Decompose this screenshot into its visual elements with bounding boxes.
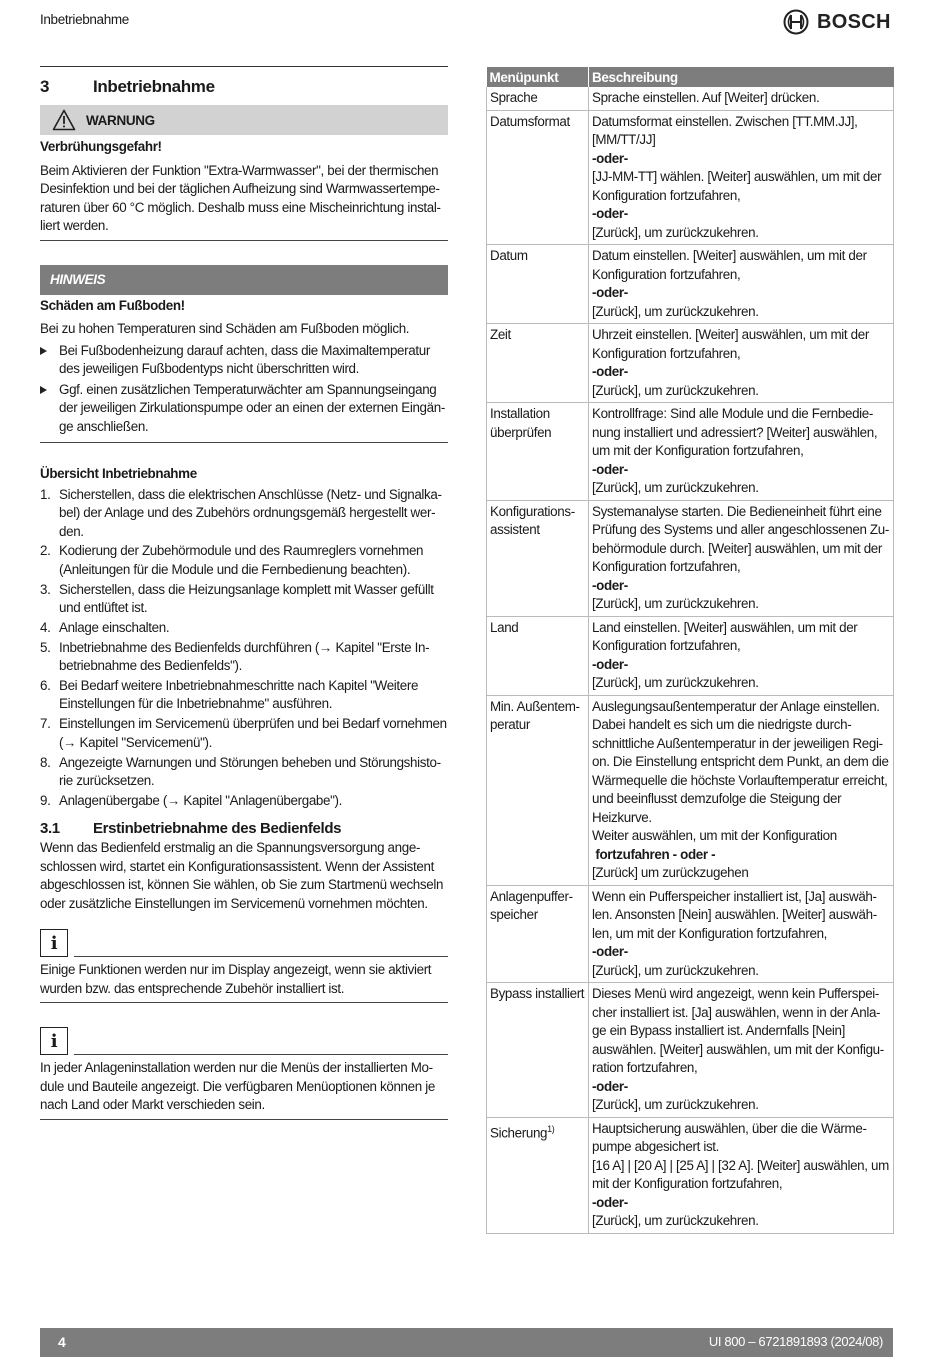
table-row: [487, 983, 894, 1118]
table-header-row: [487, 67, 894, 87]
section-number: 3: [40, 77, 50, 96]
list-item: 1. Sicherstellen, dass die elektrischen Anschlüsse (Netz- und Signalkabel) der Anlage und des Zubehörs ordnungsgemäß hergestellt werden.: [40, 486, 442, 539]
table-row: [487, 885, 894, 983]
bullet-triangle-icon: [40, 386, 47, 394]
table-row: [487, 324, 894, 403]
menu-item-label: Anlagenpufferspeicher: [490, 888, 574, 922]
menu-item-cell: [487, 87, 589, 110]
overview-heading: Übersicht Inbetriebnahme: [40, 466, 197, 481]
menu-item-cell: [487, 983, 589, 1118]
menu-item-label: Installation überprüfen: [490, 406, 552, 440]
subsection-number: 3.1: [40, 820, 60, 838]
description-line: Wenn ein Pufferspeicher installiert ist, [Ja] auswählen. Ansonsten [Nein] auswählen. [Weiter] auswählen, um mit der Konfiguration fortzufahren,: [592, 888, 878, 941]
warning-label: WARNUNG: [86, 112, 155, 128]
menu-item-label: Bypass installiert: [490, 986, 585, 1001]
description-line: Kontrollfrage: Sind alle Module und die Fernbedienung installiert und adressiert? [Weiter] auswählen, um mit der Konfiguration fortzufahren,: [592, 406, 878, 458]
description-line: Uhrzeit einstellen. [Weiter] auswählen, um mit der Konfiguration fortzufahren,: [592, 327, 869, 361]
section-title: Inbetriebnahme: [93, 77, 215, 96]
description-cell: [589, 616, 894, 695]
footnote-marker: 1): [547, 1123, 555, 1134]
description-cell: [589, 403, 894, 501]
menu-item-cell: [487, 245, 589, 324]
running-header: Inbetriebnahme: [40, 12, 129, 27]
or-separator: -oder-: [592, 656, 628, 672]
page-number: 4: [58, 1334, 66, 1350]
description-line: [JJ-MM-TT] wählen. [Weiter] auswählen, um mit der Konfiguration fortzufahren,: [592, 169, 882, 203]
bosch-armature-icon: [783, 9, 809, 35]
or-separator: -oder-: [592, 206, 628, 221]
description-line: [16 A] | [20 A] | [25 A] | [32 A]. [Weiter] auswählen, um mit der Konfiguration fortzufahren,: [592, 1157, 889, 1191]
menu-item-cell: [487, 110, 589, 245]
table-row: [487, 616, 894, 695]
description-line: [Zurück], um zurückzukehren.: [592, 675, 759, 690]
menu-item-cell: [487, 885, 589, 983]
section-heading: [40, 67, 448, 105]
subsection-heading: [40, 819, 448, 839]
notice-text: Bei zu hohen Temperaturen sind Schäden am Fußboden möglich.: [40, 321, 410, 336]
menu-item-cell: [487, 616, 589, 695]
table-row: [487, 87, 894, 110]
list-item: Bei Fußbodenheizung darauf achten, dass die Maximaltemperatur des jeweiligen Fußbodentyps nicht überschritten wird.: [40, 342, 448, 379]
or-separator: -oder-: [592, 150, 628, 166]
warning-triangle-icon: [52, 109, 76, 131]
description-line: [Zurück], um zurückzukehren.: [592, 303, 759, 319]
description-cell: [589, 87, 894, 110]
bullet-triangle-icon: [40, 347, 47, 355]
list-item: 4. Anlage einschalten.: [40, 619, 170, 635]
description-line: Auslegungsaußentemperatur der Anlage einstellen. Dabei handelt es sich um die niedrigste durchschnittliche Außentemperatur in der jeweiligen Region. Die Einstellung entspricht dem Punkt, an dem die Wärmequelle die höchste Vorlauftemperatur erreicht, und beeinflusst demzufolge die Steigung der Heizkurve.: [592, 698, 889, 825]
menu-item-label: Datum: [490, 248, 528, 263]
description-cell: [589, 500, 894, 616]
description-line: [Zurück], um zurückzukehren.: [592, 962, 759, 978]
menu-table: [486, 67, 894, 1234]
menu-item-cell: [487, 403, 589, 501]
description-line: [Zurück], um zurückzukehren.: [592, 224, 759, 240]
description-line: Weiter auswählen, um mit der Konfiguration: [592, 828, 837, 843]
description-line: Sprache einstellen. Auf [Weiter] drücken.: [592, 90, 820, 105]
description-line: [Zurück], um zurückzukehren.: [592, 480, 759, 495]
list-item: 3. Sicherstellen, dass die Heizungsanlage komplett mit Wasser gefüllt und entlüftet ist.: [40, 581, 434, 616]
menu-item-label: Sprache: [490, 90, 538, 105]
table-row: [487, 245, 894, 324]
document-reference: UI 800 – 6721891893 (2024/08): [708, 1334, 883, 1349]
list-item: 5. Inbetriebnahme des Bedienfelds durchführen (→ Kapitel "Erste Inbetriebnahme des Bedienfelds").: [40, 639, 430, 674]
warning-text: Beim Aktivieren der Funktion "Extra-Warmwasser", bei der thermischen Desinfektion und bei der täglichen Aufheizung sind Warmwassertemperaturen über 60 °C möglich. Deshalb muss eine Mischeinrichtung installiert werden.: [40, 162, 441, 233]
description-cell: [589, 110, 894, 245]
overview-steps: [40, 486, 448, 811]
or-separator: -oder-: [592, 944, 628, 959]
description-cell: [589, 983, 894, 1118]
info-box-header: [40, 1027, 448, 1055]
description-cell: [589, 245, 894, 324]
description-line: [Zurück], um zurückzukehren.: [592, 596, 759, 611]
table-row: [487, 110, 894, 245]
menu-item-label: Sicherung: [490, 1124, 548, 1140]
list-item: 2. Kodierung der Zubehörmodule und des Raumreglers vornehmen (Anleitungen für die Module und die Fernbedienung beachten).: [40, 543, 424, 577]
description-line: Hauptsicherung auswählen, über die die Wärmepumpe abgesichert ist.: [592, 1120, 867, 1154]
menu-item-cell: [487, 500, 589, 616]
info-text: In jeder Anlageninstallation werden nur die Menüs der installierten Module und Bauteile angezeigt. Die verfügbaren Menüoptionen können je nach Land oder Markt verschieden sein.: [40, 1060, 435, 1113]
menu-item-cell: [487, 1117, 589, 1233]
warning-heading: Verbrühungsgefahr!: [40, 139, 162, 154]
table-row: [487, 500, 894, 616]
notice-label: HINWEIS: [50, 272, 106, 287]
description-cell: [589, 695, 894, 885]
menu-item-label: Zeit: [490, 327, 511, 342]
description-line: [Zurück], um zurückzukehren.: [592, 382, 759, 398]
info-icon: i: [40, 1027, 68, 1055]
notice-heading: Schäden am Fußboden!: [40, 297, 185, 313]
description-cell: [589, 324, 894, 403]
column-header: Beschreibung: [589, 67, 894, 87]
info-text: Einige Funktionen werden nur im Display angezeigt, wenn sie aktiviert wurden bzw. das entsprechende Zubehör installiert ist.: [40, 962, 432, 996]
subsection-text: Wenn das Bedienfeld erstmalig an die Spannungsversorgung angeschlossen wird, startet ein Konfigurationsassistent. Wenn der Assistent abgeschlossen ist, können Sie wählen, ob Sie zum Startmenü wechseln oder zusätzliche Einstellungen im Servicemenü vornehmen möchten.: [40, 840, 444, 911]
page-footer: [40, 1328, 893, 1357]
or-separator: fortzufahren - oder -: [592, 846, 716, 862]
info-box-header: [40, 929, 448, 957]
or-separator: -oder-: [592, 364, 628, 379]
table-row: [487, 403, 894, 501]
list-item: 7. Einstellungen im Servicemenü überprüfen und bei Bedarf vornehmen (→ Kapitel "Servicemenü").: [40, 716, 447, 750]
notice-bar: [40, 265, 448, 295]
subsection-title: Erstinbetriebnahme des Bedienfelds: [93, 820, 342, 838]
table-row: [487, 695, 894, 885]
description-line: Datumsformat einstellen. Zwischen [TT.MM.JJ], [MM/TT/JJ]: [592, 113, 858, 147]
list-item: 6. Bei Bedarf weitere Inbetriebnahmeschritte nach Kapitel "Weitere Einstellungen für die Inbetriebnahme" ausführen.: [40, 677, 419, 712]
list-item: Ggf. einen zusätzlichen Temperaturwächter am Spannungseingang der jeweiligen Zirkulationspumpe oder an einen der externen Eingänge anschließen.: [40, 381, 448, 437]
left-column: [40, 66, 448, 1120]
description-line: Dieses Menü wird angezeigt, wenn kein Pufferspeicher installiert ist. [Ja] auswählen, wenn in der Anlage ein Bypass installiert ist. Andernfalls [Nein] auswählen. [Weiter] auswählen, um mit der Konfiguration fortzufahren,: [592, 986, 885, 1075]
info-icon: i: [40, 929, 68, 957]
notice-bullet-list: [40, 342, 448, 437]
menu-item-label: Land: [490, 619, 519, 635]
column-header: Menüpunkt: [487, 67, 589, 87]
description-line: Land einstellen. [Weiter] auswählen, um mit der Konfiguration fortzufahren,: [592, 619, 858, 653]
menu-item-cell: [487, 324, 589, 403]
or-separator: -oder-: [592, 1078, 628, 1094]
table-row: [487, 1117, 894, 1233]
warning-bar: [40, 105, 448, 135]
description-line: Datum einstellen. [Weiter] auswählen, um mit der Konfiguration fortzufahren,: [592, 248, 867, 282]
menu-item-label: Datumsformat: [490, 113, 570, 129]
menu-item-label: Konfigurationsassistent: [490, 503, 576, 537]
description-cell: [589, 1117, 894, 1233]
brand-wordmark: BOSCH: [817, 10, 891, 33]
description-line: Systemanalyse starten. Die Bedieneinheit führt eine Prüfung des Systems und aller angeschlossenen Zubehörmodule durch. [Weiter] auswählen, um mit der Konfiguration fortzufahren,: [592, 503, 890, 574]
menu-item-cell: [487, 695, 589, 885]
or-separator: -oder-: [592, 461, 628, 477]
or-separator: -oder-: [592, 285, 628, 300]
description-cell: [589, 885, 894, 983]
list-item: 8. Angezeigte Warnungen und Störungen beheben und Störungshistorie zurücksetzen.: [40, 754, 442, 789]
list-item: 9. Anlagenübergabe (→ Kapitel "Anlagenübergabe").: [40, 792, 343, 808]
description-line: [Zurück] um zurückzugehen: [592, 865, 749, 880]
menu-item-label: Min. Außentemperatur: [490, 698, 580, 732]
description-line: [Zurück], um zurückzukehren.: [592, 1213, 759, 1228]
or-separator: -oder-: [592, 1194, 628, 1210]
description-line: [Zurück], um zurückzukehren.: [592, 1097, 759, 1112]
bosch-logo: [783, 9, 891, 35]
or-separator: -oder-: [592, 577, 628, 593]
